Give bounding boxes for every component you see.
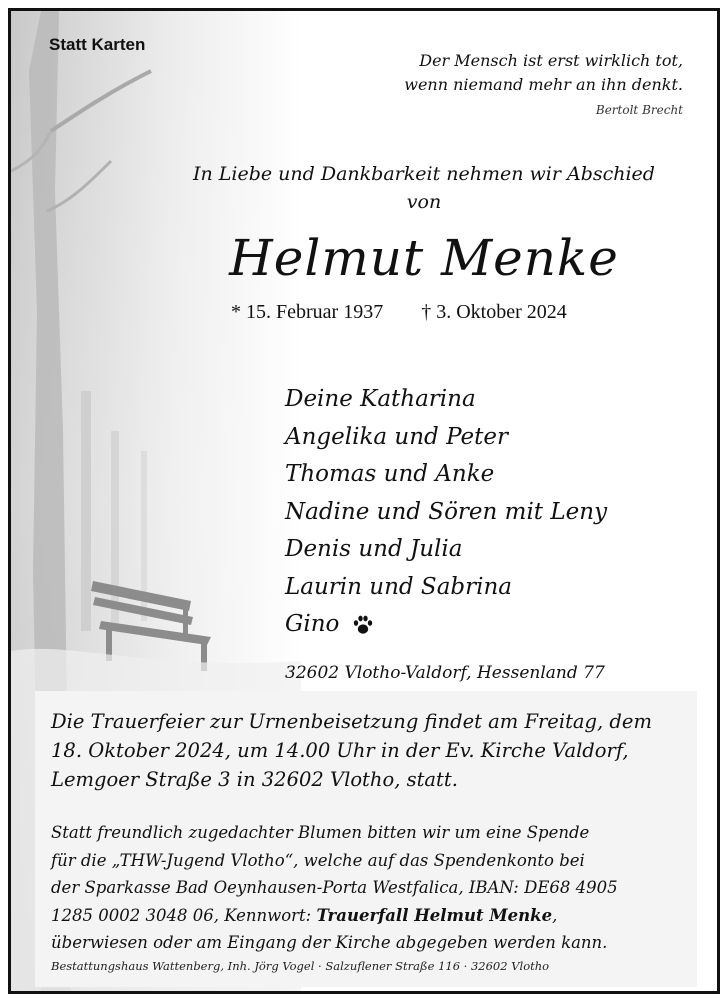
donation-keyword: Trauerfall Helmut Menke bbox=[316, 905, 553, 925]
donation-line: Statt freundlich zugedachter Blumen bitten wir um eine Spende bbox=[51, 823, 590, 842]
family-member: Nadine und Sören mit Leny bbox=[285, 498, 608, 525]
family-member-pet bbox=[285, 606, 607, 644]
donation-comma: , bbox=[552, 905, 558, 925]
family-list bbox=[285, 381, 607, 644]
quote-author: Bertolt Brecht bbox=[595, 103, 683, 117]
birth-date: * 15. Februar 1937 bbox=[231, 301, 384, 323]
life-dates bbox=[231, 301, 567, 324]
family-member: Laurin und Sabrina bbox=[285, 573, 513, 600]
ceremony-line: 18. Oktober 2024, um 14.00 Uhr in der Ev. Kirche Valdorf, bbox=[51, 739, 629, 762]
deceased-name: Helmut Menke bbox=[229, 229, 619, 287]
donation-notice bbox=[51, 819, 618, 957]
donation-line: für die „THW-Jugend Vlotho“, welche auf das Spendenkonto bei bbox=[51, 850, 585, 870]
ceremony-line: Die Trauerfeier zur Urnenbeisetzung findet am Freitag, dem bbox=[51, 710, 652, 733]
ceremony-notice bbox=[51, 707, 652, 794]
donation-line: der Sparkasse Bad Oeynhausen-Porta Westfalica, IBAN: DE68 4905 bbox=[51, 878, 618, 897]
family-member: Angelika und Peter bbox=[285, 423, 508, 450]
obituary-frame bbox=[8, 8, 720, 994]
death-date: † 3. Oktober 2024 bbox=[421, 301, 567, 323]
family-member: Deine Katharina bbox=[285, 386, 476, 412]
family-member: Gino bbox=[285, 611, 340, 637]
quote-line-2: wenn niemand mehr an ihn denkt. bbox=[404, 75, 683, 94]
intro-line-1: In Liebe und Dankbarkeit nehmen wir Abschied bbox=[193, 163, 655, 185]
ceremony-line: Lemgoer Straße 3 in 32602 Vlotho, statt. bbox=[51, 768, 458, 791]
funeral-home-footer: Bestattungshaus Wattenberg, Inh. Jörg Vogel · Salzuflener Straße 116 · 32602 Vlotho bbox=[51, 959, 550, 973]
family-address: 32602 Vlotho-Valdorf, Hessenland 77 bbox=[285, 663, 605, 683]
donation-account-text: 1285 0002 3048 06, Kennwort: bbox=[51, 905, 317, 925]
statt-karten-label: Statt Karten bbox=[49, 35, 146, 54]
family-member: Denis und Julia bbox=[285, 536, 463, 562]
donation-line: überwiesen oder am Eingang der Kirche abgegeben werden kann. bbox=[51, 933, 608, 952]
family-member: Thomas und Anke bbox=[285, 461, 495, 487]
intro-line-2: von bbox=[406, 191, 442, 213]
paw-icon bbox=[351, 613, 375, 637]
donation-line-keyword bbox=[51, 902, 618, 930]
quote-line-1: Der Mensch ist erst wirklich tot, bbox=[419, 51, 683, 70]
